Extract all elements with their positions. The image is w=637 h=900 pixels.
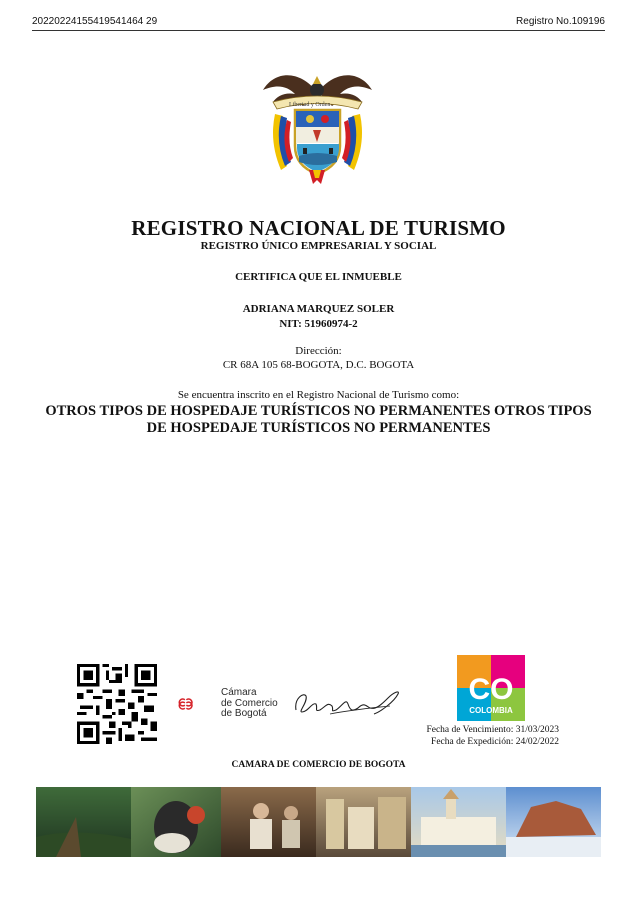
nit-number: NIT: 51960974-2 bbox=[279, 318, 358, 330]
camara-comercio-logo-icon bbox=[178, 687, 220, 721]
page-title: REGISTRO NACIONAL DE TURISMO bbox=[131, 216, 506, 240]
direccion-value: CR 68A 105 68-BOGOTA, D.C. BOGOTA bbox=[222, 359, 415, 371]
coat-of-arms-icon bbox=[255, 62, 380, 190]
fechas-block bbox=[426, 724, 559, 748]
page-subtitle: REGISTRO ÚNICO EMPRESARIAL Y SOCIAL bbox=[200, 240, 437, 252]
registro-number: Registro No.109196 bbox=[516, 16, 605, 27]
footer-organization: CAMARA DE COMERCIO DE BOGOTA bbox=[231, 760, 406, 770]
co-logo-label: COLOMBIA bbox=[469, 706, 513, 715]
camara-comercio-logo-text: Cámara de Comercio de Bogotá bbox=[221, 687, 278, 719]
category-text: OTROS TIPOS DE HOSPEDAJE TURÍSTICOS NO PERMANENTES OTROS TIPOS DE HOSPEDAJE TURÍSTICOS NO PERMANENTES bbox=[45, 403, 592, 436]
colombia-co-logo-icon bbox=[457, 655, 525, 721]
certifica-text: CERTIFICA QUE EL INMUEBLE bbox=[235, 271, 402, 283]
co-logo-text: CO bbox=[468, 673, 514, 706]
direccion-label: Dirección: bbox=[295, 345, 342, 357]
header-line bbox=[32, 16, 605, 31]
signature-icon bbox=[290, 684, 405, 720]
fecha-vencimiento: Fecha de Vencimiento: 31/03/2023 bbox=[426, 725, 559, 735]
fecha-expedicion: Fecha de Expedición: 24/02/2022 bbox=[431, 737, 559, 747]
motto-text: Libertad y Orden bbox=[289, 102, 331, 108]
document-number: 20220224155419541464 29 bbox=[32, 16, 158, 27]
inscrito-text: Se encuentra inscrito en el Registro Nacional de Turismo como: bbox=[177, 389, 460, 401]
banner-photos-icon bbox=[36, 787, 601, 857]
owner-name: ADRIANA MARQUEZ SOLER bbox=[242, 303, 395, 315]
tourism-photo-banner bbox=[36, 787, 601, 857]
qr-code-icon[interactable] bbox=[77, 664, 157, 744]
